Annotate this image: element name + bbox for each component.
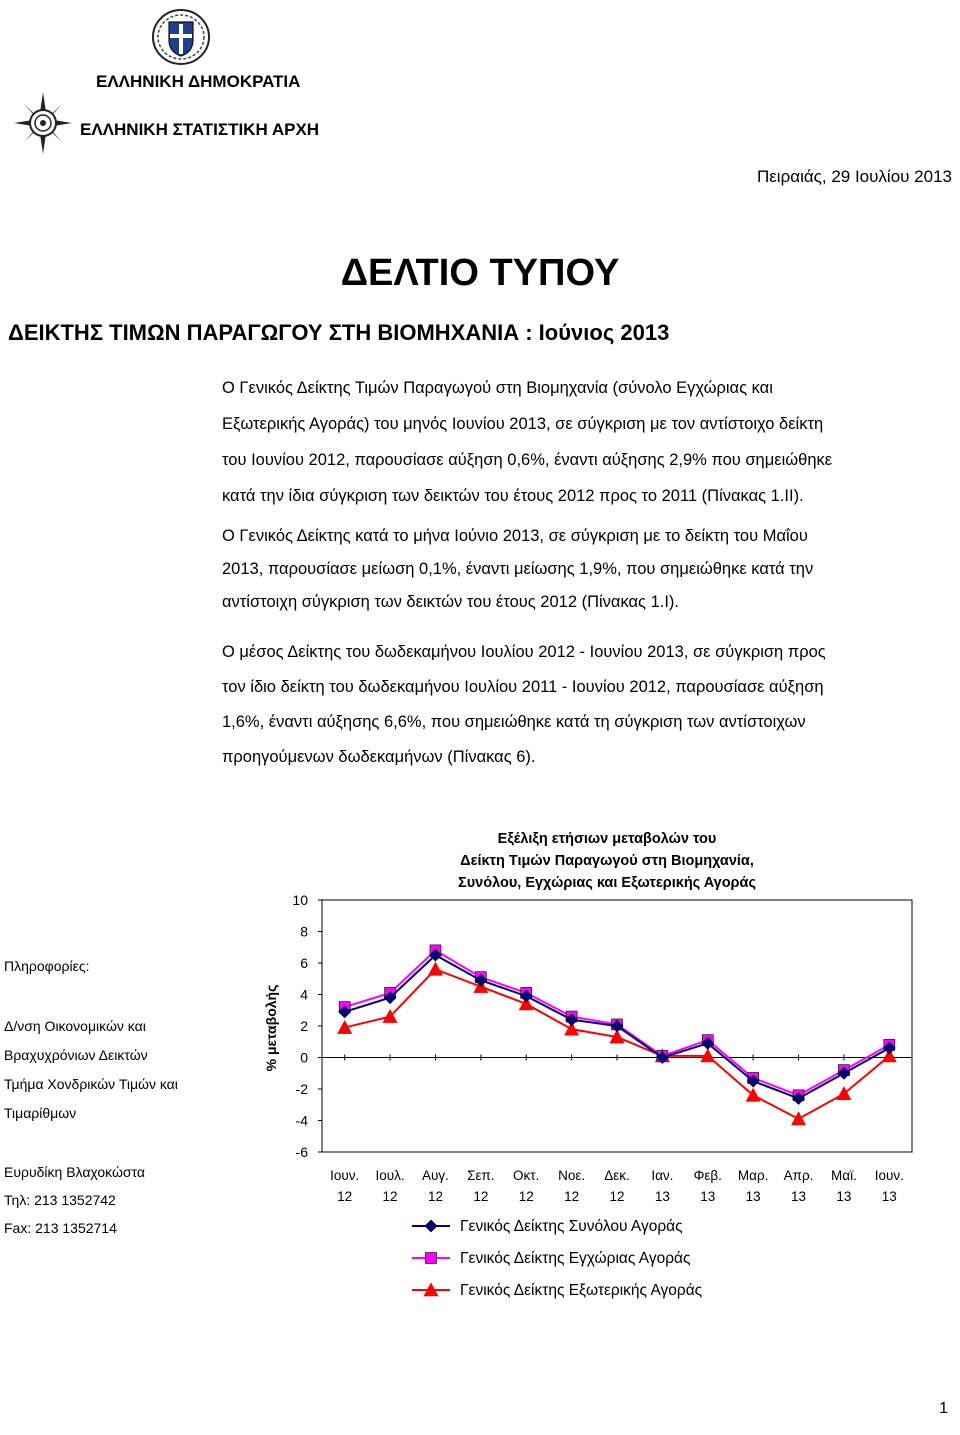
data-point bbox=[748, 1072, 759, 1083]
legend-label: Γενικός Δείκτης Συνόλου Αγοράς bbox=[460, 1218, 683, 1235]
series-triangle bbox=[338, 962, 897, 1125]
x-tick-label: Οκτ. bbox=[513, 1168, 540, 1183]
data-point bbox=[882, 1049, 896, 1062]
series-line bbox=[345, 950, 890, 1095]
x-tick-year: 12 bbox=[473, 1189, 489, 1204]
data-point bbox=[338, 1021, 352, 1034]
paragraph-line: τον ίδιο δείκτη του δωδεκαμήνου Ιουλίου 2011 - Ιουνίου 2012, παρουσίασε αύξηση bbox=[222, 678, 824, 696]
data-point bbox=[792, 1112, 806, 1125]
data-point bbox=[384, 992, 396, 1004]
data-point bbox=[429, 949, 441, 961]
data-point bbox=[746, 1088, 760, 1101]
y-tick-label: 0 bbox=[300, 1049, 308, 1066]
greek-emblem-icon bbox=[150, 8, 212, 66]
x-tick-label: Ιουν. bbox=[330, 1168, 360, 1183]
chart-title bbox=[458, 831, 756, 891]
data-point bbox=[565, 1022, 579, 1035]
y-tick-label: -2 bbox=[295, 1081, 308, 1097]
data-point bbox=[610, 1030, 624, 1043]
data-point bbox=[837, 1087, 851, 1100]
x-tick-label: Απρ. bbox=[783, 1168, 814, 1183]
data-point bbox=[339, 1002, 350, 1013]
chart-title-line: Συνόλου, Εγχώριας και Εξωτερικής Αγοράς bbox=[458, 875, 756, 891]
paragraph-line: προηγούμενων δωδεκαμήνων (Πίνακας 6). bbox=[222, 748, 536, 766]
data-point bbox=[657, 1050, 668, 1061]
x-tick-label: Μαϊ. bbox=[831, 1168, 857, 1183]
subtitle: ΔΕΙΚΤΗΣ ΤΙΜΩΝ ΠΑΡΑΓΩΓΟΥ ΣΤΗ ΒΙΟΜΗΧΑΝΙΑ : Ιούνιος 2013 bbox=[8, 320, 670, 345]
x-axis-ticks bbox=[330, 1055, 904, 1205]
chart-plot-area bbox=[322, 900, 912, 1152]
data-point bbox=[838, 1065, 849, 1076]
x-tick-year: 13 bbox=[700, 1189, 716, 1204]
y-axis-label: % μεταβολής bbox=[263, 984, 279, 1072]
contact-fax: Fax: 213 1352714 bbox=[4, 1220, 117, 1236]
paragraph-line: του Ιουνίου 2012, παρουσίασε αύξηση 0,6%, έναντι αύξησης 2,9% που σημειώθηκε bbox=[222, 451, 833, 469]
data-point bbox=[566, 1011, 577, 1022]
paragraph-1 bbox=[222, 370, 954, 514]
x-tick-year: 13 bbox=[745, 1189, 761, 1204]
data-point bbox=[475, 974, 487, 986]
y-axis-ticks bbox=[292, 892, 912, 1160]
paragraph-line: 2013, παρουσίασε μείωση 0,1%, έναντι μείωσης 1,9%, που σημειώθηκε κατά την bbox=[222, 560, 814, 578]
paragraph-line: Εξωτερικής Αγοράς) του μηνός Ιουνίου 2013, σε σύγκριση με τον αντίστοιχο δείκτη bbox=[222, 415, 824, 433]
data-point bbox=[838, 1067, 850, 1079]
data-point bbox=[521, 987, 532, 998]
data-point bbox=[702, 1037, 714, 1049]
data-point bbox=[474, 980, 488, 993]
data-point bbox=[383, 1010, 397, 1023]
data-point bbox=[430, 945, 441, 956]
data-point bbox=[884, 1039, 895, 1050]
department-line: Βραχυχρόνιων Δεικτών bbox=[4, 1047, 148, 1063]
contact-name: Ευρυδίκη Βλαχοκώστα bbox=[4, 1164, 145, 1180]
x-tick-year: 12 bbox=[382, 1189, 398, 1204]
department-line: Τιμαρίθμων bbox=[4, 1105, 77, 1121]
republic-heading: ΕΛΛΗΝΙΚΗ ΔΗΜΟΚΡΑΤΙΑ bbox=[96, 72, 301, 91]
data-point bbox=[701, 1049, 715, 1062]
paragraph-line: 1,6%, έναντι αύξησης 6,6%, που σημειώθηκε κατά τη σύγκριση των αντίστοιχων bbox=[222, 713, 806, 731]
y-tick-label: -4 bbox=[295, 1112, 308, 1129]
x-tick-label: Σεπ. bbox=[467, 1168, 495, 1183]
data-point bbox=[519, 997, 533, 1010]
data-point bbox=[520, 990, 532, 1002]
series-line bbox=[345, 955, 890, 1098]
department-line: Τμήμα Χονδρικών Τιμών και bbox=[4, 1076, 178, 1092]
data-point bbox=[656, 1052, 668, 1064]
page-title: ΔΕΛΤΙΟ ΤΥΠΟΥ bbox=[340, 252, 620, 294]
page-number: 1 bbox=[939, 1400, 948, 1417]
paragraph-line: Ο Γενικός Δείκτης Τιμών Παραγωγού στη Βιομηχανία (σύνολο Εγχώριας και bbox=[222, 379, 773, 397]
contact-phone: Τηλ: 213 1352742 bbox=[4, 1192, 116, 1208]
elstat-compass-logo-icon bbox=[12, 90, 74, 156]
data-point bbox=[385, 987, 396, 998]
authority-heading: ΕΛΛΗΝΙΚΗ ΣΤΑΤΙΣΤΙΚΗ ΑΡΧΗ bbox=[80, 120, 320, 139]
paragraph-line: Ο μέσος Δείκτης του δωδεκαμήνου Ιουλίου 2012 - Ιουνίου 2013, σε σύγκριση προς bbox=[222, 643, 826, 661]
data-point bbox=[747, 1075, 759, 1087]
legend-label: Γενικός Δείκτης Εγχώριας Αγοράς bbox=[460, 1250, 691, 1267]
x-tick-year: 13 bbox=[881, 1189, 897, 1204]
department-line: Δ/νση Οικονομικών και bbox=[4, 1018, 146, 1034]
chart-title-line: Δείκτη Τιμών Παραγωγού στη Βιομηχανία, bbox=[460, 853, 754, 869]
data-point bbox=[339, 1006, 351, 1018]
x-tick-label: Νοε. bbox=[558, 1168, 586, 1183]
legend-marker bbox=[424, 1283, 438, 1296]
data-point bbox=[793, 1092, 805, 1104]
data-point bbox=[655, 1049, 669, 1062]
y-tick-label: 8 bbox=[300, 923, 308, 940]
data-point bbox=[566, 1014, 578, 1026]
x-tick-label: Αυγ. bbox=[422, 1168, 449, 1183]
data-point bbox=[611, 1020, 623, 1032]
legend-label: Γενικός Δείκτης Εξωτερικής Αγοράς bbox=[460, 1282, 703, 1299]
paragraph-line: αντίστοιχη σύγκριση των δεικτών του έτους 2012 (Πίνακας 1.Ι). bbox=[222, 593, 680, 611]
paragraph-3 bbox=[222, 635, 954, 775]
chart-legend bbox=[412, 1218, 702, 1299]
series-line bbox=[345, 969, 890, 1119]
x-tick-year: 12 bbox=[518, 1189, 534, 1204]
x-tick-label: Μαρ. bbox=[737, 1168, 769, 1183]
data-point bbox=[702, 1035, 713, 1046]
chart-title-line: Εξέλιξη ετήσιων μεταβολών του bbox=[497, 831, 717, 847]
y-tick-label: -6 bbox=[295, 1144, 308, 1160]
y-tick-label: 6 bbox=[300, 955, 308, 971]
paragraph-line: Ο Γενικός Δείκτης κατά το μήνα Ιούνιο 2013, σε σύγκριση με το δείκτη του Μαΐου bbox=[222, 527, 808, 545]
data-point bbox=[475, 972, 486, 983]
series-diamond bbox=[339, 949, 896, 1104]
x-tick-year: 13 bbox=[791, 1189, 807, 1204]
x-tick-label: Φεβ. bbox=[693, 1168, 722, 1183]
press-date: Πειραιάς, 29 Ιουλίου 2013 bbox=[756, 167, 952, 186]
x-tick-label: Δεκ. bbox=[604, 1168, 630, 1183]
paragraph-line: κατά την ίδια σύγκριση των δεικτών του έτους 2012 προς το 2011 (Πίνακας 1.ΙΙ). bbox=[222, 487, 804, 505]
x-tick-year: 12 bbox=[564, 1189, 580, 1204]
chart-series bbox=[338, 945, 897, 1125]
data-point bbox=[793, 1090, 804, 1101]
data-point bbox=[612, 1019, 623, 1030]
x-tick-year: 13 bbox=[836, 1189, 852, 1204]
data-point bbox=[883, 1042, 895, 1054]
paragraph-2 bbox=[222, 520, 954, 619]
legend-marker bbox=[426, 1253, 437, 1264]
department-block bbox=[4, 1012, 178, 1128]
x-tick-year: 13 bbox=[654, 1189, 670, 1204]
x-tick-year: 12 bbox=[427, 1189, 443, 1204]
series-square bbox=[339, 945, 895, 1101]
info-label: Πληροφορίες: bbox=[4, 958, 90, 974]
x-tick-year: 12 bbox=[609, 1189, 625, 1204]
contact-block bbox=[4, 1158, 145, 1242]
y-tick-label: 10 bbox=[292, 892, 308, 908]
x-tick-label: Ιαν. bbox=[651, 1168, 674, 1183]
x-tick-label: Ιουλ. bbox=[375, 1168, 405, 1183]
x-tick-label: Ιουν. bbox=[874, 1168, 904, 1183]
x-tick-year: 12 bbox=[337, 1189, 353, 1204]
y-tick-label: 4 bbox=[300, 986, 308, 1003]
y-tick-label: 2 bbox=[300, 1018, 308, 1034]
data-point bbox=[428, 962, 442, 975]
legend-marker bbox=[425, 1220, 437, 1232]
